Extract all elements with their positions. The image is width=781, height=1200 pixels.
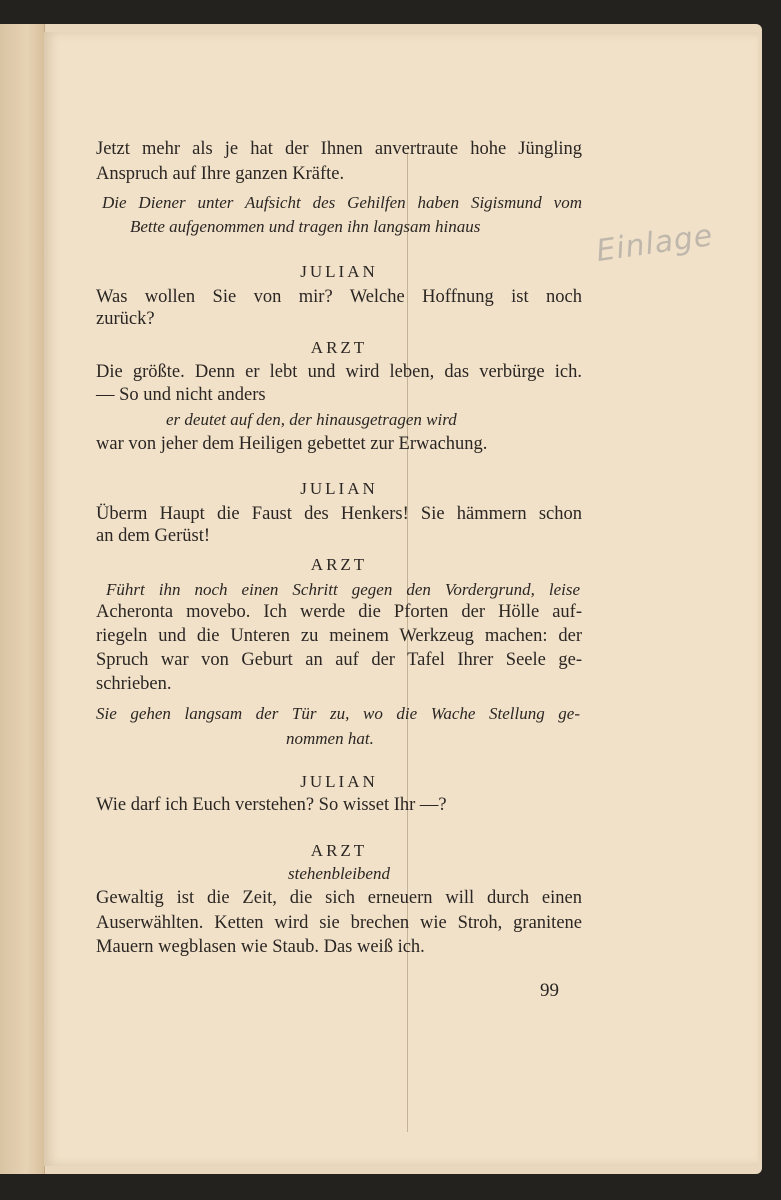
text-line: Die größte. Denn er lebt und wird leben, das verbürge ich. — [96, 362, 582, 382]
text-line: war von jeher dem Heiligen gebettet zur Erwachung. — [96, 434, 488, 454]
text-line: Auserwählten. Ketten wird sie brechen wie Stroh, granitene — [96, 913, 582, 933]
text-line: riegeln und die Unteren zu meinem Werkzeug machen: der — [96, 626, 582, 646]
text-line: Was wollen Sie von mir? Welche Hoffnung ist noch — [96, 287, 582, 307]
stage-direction: Führt ihn noch einen Schritt gegen den Vordergrund, leise — [106, 580, 580, 599]
pencil-annotation: Einlage — [594, 217, 716, 270]
stage-direction: stehenbleibend — [288, 864, 390, 883]
left-page-edge — [0, 24, 45, 1174]
text-line: Acheronta movebo. Ich werde die Pforten der Hölle auf- — [96, 602, 582, 622]
page-text — [96, 0, 582, 1000]
text-line: Jetzt mehr als je hat der Ihnen anvertraute hohe Jüngling — [96, 139, 582, 159]
speaker-name: JULIAN — [300, 772, 378, 791]
page-number: 99 — [540, 980, 559, 1001]
stage-direction: Bette aufgenommen und tragen ihn langsam hinaus — [130, 217, 481, 236]
text-line: — So und nicht anders — [96, 385, 266, 405]
text-line: zurück? — [96, 309, 155, 329]
stage-direction: nommen hat. — [286, 729, 374, 748]
text-line: schrieben. — [96, 674, 172, 694]
text-line: Anspruch auf Ihre ganzen Kräfte. — [96, 164, 345, 184]
stage-direction: Die Diener unter Aufsicht des Gehilfen haben Sigismund vom — [102, 193, 582, 212]
text-line: an dem Gerüst! — [96, 526, 211, 546]
stage-direction: Sie gehen langsam der Tür zu, wo die Wache Stellung ge- — [96, 704, 580, 723]
text-line: Überm Haupt die Faust des Henkers! Sie hämmern schon — [96, 504, 582, 524]
speaker-name: JULIAN — [300, 479, 378, 498]
speaker-name: JULIAN — [300, 262, 378, 281]
text-line: Spruch war von Geburt an auf der Tafel Ihrer Seele ge- — [96, 650, 582, 670]
speaker-name: ARZT — [310, 555, 368, 574]
speaker-name: ARZT — [310, 841, 368, 860]
speaker-name: ARZT — [310, 338, 368, 357]
text-line: Wie darf ich Euch verstehen? So wisset Ihr —? — [96, 795, 447, 815]
text-line: Gewaltig ist die Zeit, die sich erneuern will durch einen — [96, 888, 582, 908]
text-line: Mauern wegblasen wie Staub. Das weiß ich. — [96, 937, 425, 957]
stage-direction: er deutet auf den, der hinausgetragen wird — [166, 410, 457, 429]
